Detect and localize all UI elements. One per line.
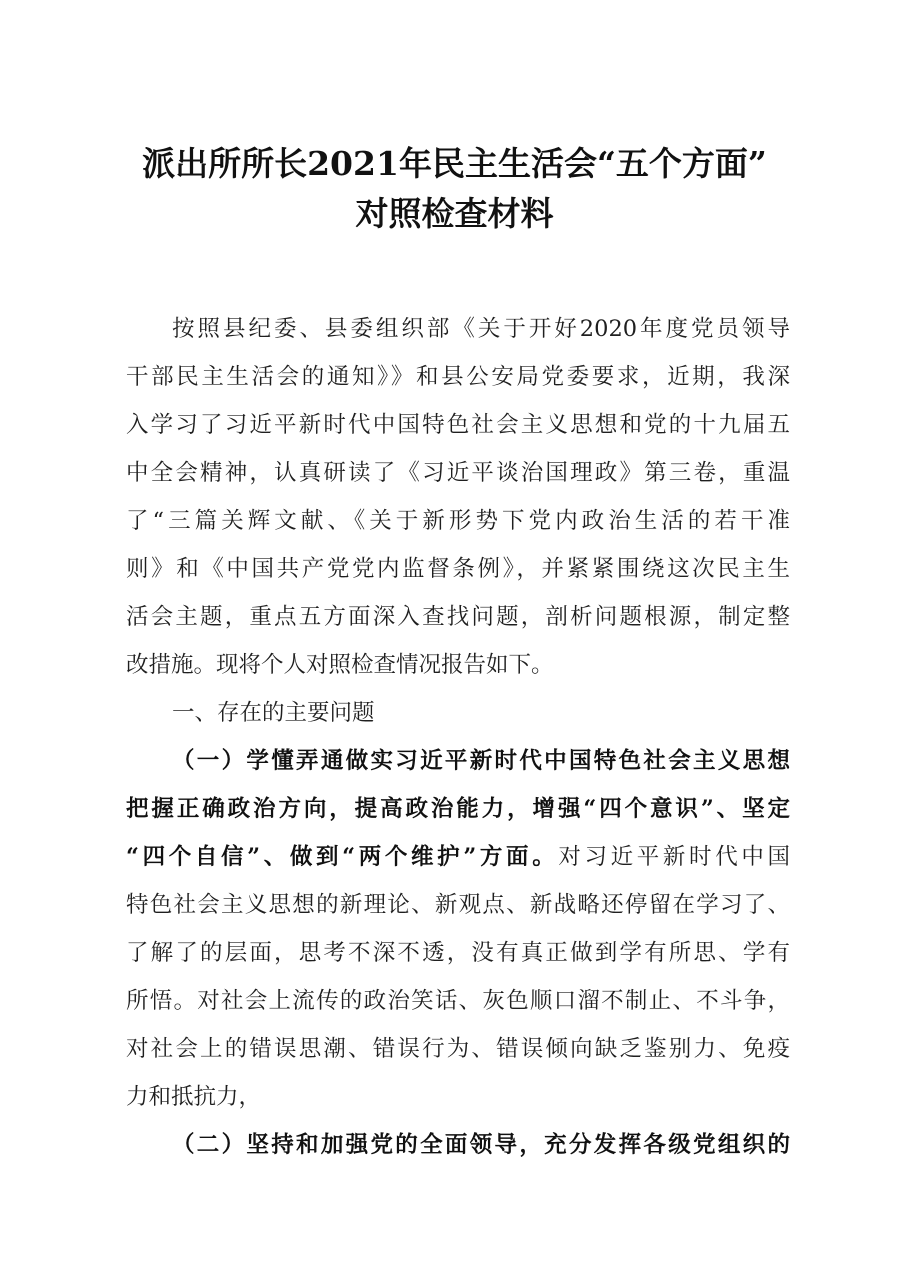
item-heading-line: 把握正确政治方向，提高政治能力，增强“四个意识”、坚定 [126, 796, 790, 822]
document-title-line-1: 派出所所长2021年民主生活会“五个方面” [142, 144, 767, 183]
section-heading: 一、存在的主要问题 [172, 700, 375, 726]
item-heading-line: （一）学懂弄通做实习近平新时代中国特色社会主义思想 [172, 748, 790, 774]
item-heading-tail: “四个自信”、做到“两个维护”方面。 [126, 844, 559, 870]
intro-paragraph-line: 中全会精神，认真研读了《习近平谈治国理政》第三卷，重温 [126, 460, 790, 486]
item-body-line: 力和抵抗力， [126, 1084, 262, 1110]
item-body-line: 特色社会主义思想的新理论、新观点、新战略还停留在学习了、 [126, 892, 790, 918]
item-body-line: 所悟。对社会上流传的政治笑话、灰色顺口溜不制止、不斗争， [126, 988, 790, 1014]
document-title-line-2: 对照检查材料 [355, 194, 554, 233]
intro-paragraph-line: 了“三篇关辉文献、《关于新形势下党内政治生活的若干准 [126, 508, 790, 534]
intro-paragraph-line: 按照县纪委、县委组织部《关于开好2020年度党员领导 [172, 316, 790, 342]
item-mixed-line [126, 834, 790, 880]
intro-paragraph-line: 则》和《中国共产党党内监督条例》，并紧紧围绕这次民主生 [126, 556, 790, 582]
intro-paragraph-line: 干部民主生活会的通知》》和县公安局党委要求，近期，我深 [126, 364, 790, 390]
intro-paragraph-line: 入学习了习近平新时代中国特色社会主义思想和党的十九届五 [126, 412, 790, 438]
intro-paragraph-line: 活会主题，重点五方面深入查找问题，剖析问题根源，制定整 [126, 604, 790, 630]
intro-paragraph-line: 改措施。现将个人对照检查情况报告如下。 [126, 652, 554, 678]
item-body-line: 了解了的层面，思考不深不透，没有真正做到学有所思、学有 [126, 940, 790, 966]
item-heading-line: （二）坚持和加强党的全面领导，充分发挥各级党组织的 [172, 1132, 790, 1158]
item-body-line: 对社会上的错误思潮、错误行为、错误倾向缺乏鉴别力、免疫 [126, 1036, 790, 1062]
item-body-start: 对习近平新时代中国 [558, 844, 790, 870]
